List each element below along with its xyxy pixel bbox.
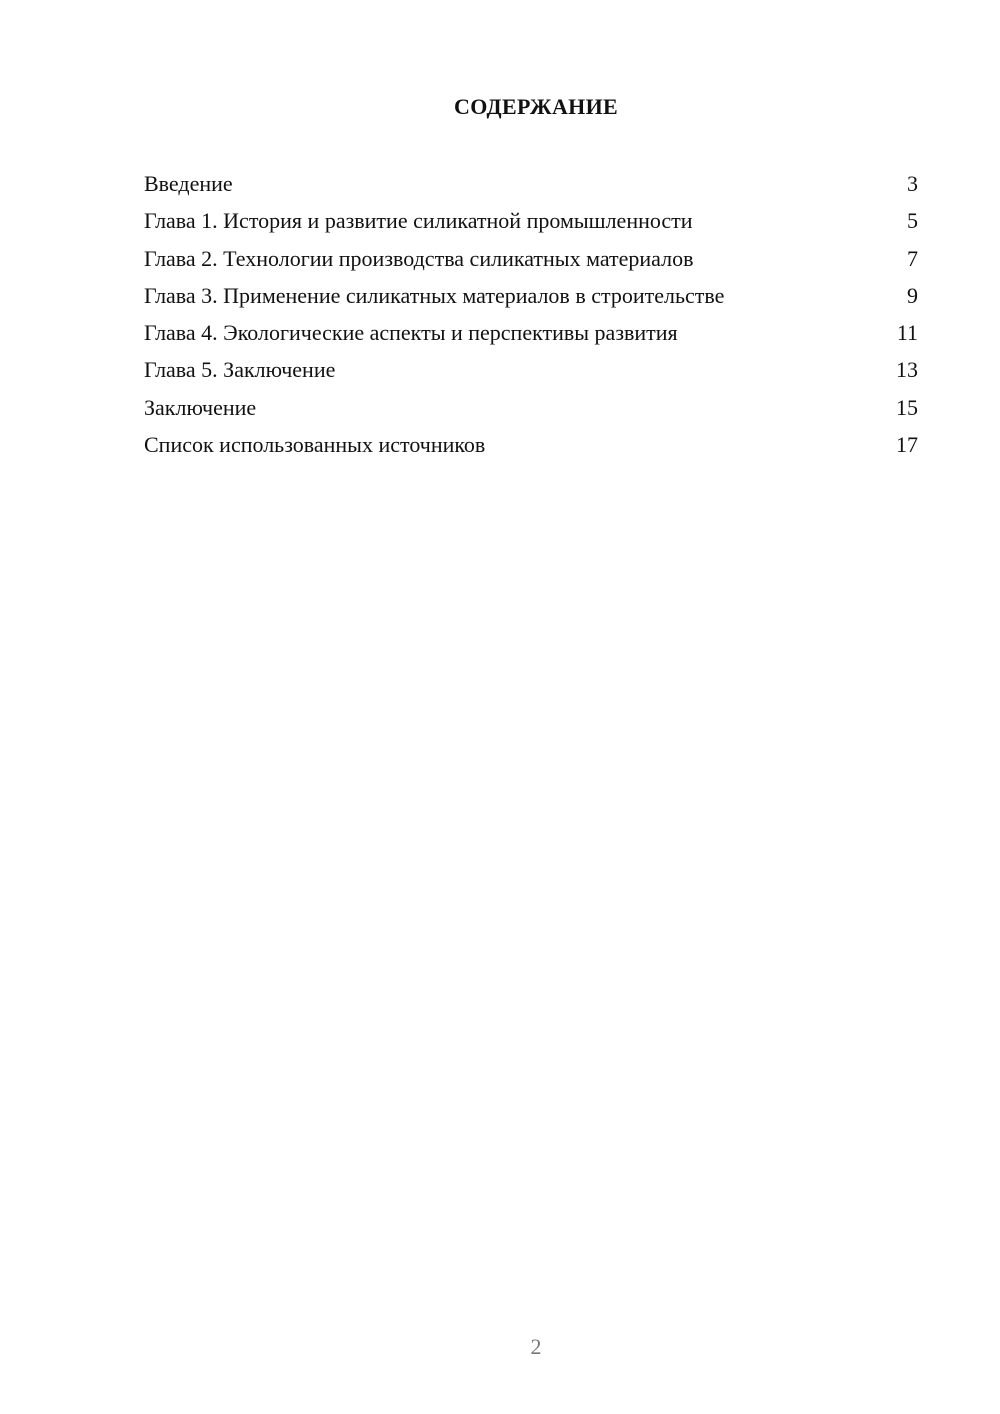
toc-entry-page: 3 — [907, 171, 918, 196]
toc-entry-label: Список использованных источников — [144, 432, 486, 458]
toc-entry-page: 17 — [896, 432, 918, 458]
page-number: 2 — [530, 1334, 542, 1359]
toc-entry-chapter-5 — [144, 356, 918, 393]
toc-entry-chapter-4 — [144, 319, 918, 356]
toc-entry-page: 7 — [907, 245, 918, 271]
page-title: СОДЕРЖАНИЕ — [454, 94, 618, 119]
toc-entry-page: 5 — [907, 208, 918, 234]
toc-entry-page: 9 — [907, 282, 918, 308]
toc-entry-chapter-2 — [144, 245, 918, 282]
table-of-contents — [144, 170, 918, 468]
toc-entry-label: Заключение — [144, 394, 257, 420]
toc-entry-chapter-1 — [144, 207, 918, 244]
toc-entry-label: Глава 1. История и развитие силикатной промышленности — [144, 208, 693, 234]
toc-entry-references — [144, 431, 918, 468]
toc-entry-chapter-3 — [144, 282, 918, 319]
toc-entry-page: 13 — [896, 357, 918, 383]
toc-entry-page: 15 — [896, 394, 918, 420]
toc-entry-conclusion — [144, 394, 918, 431]
toc-entry-label: Глава 2. Технологии производства силикатных материалов — [144, 245, 694, 271]
toc-entry-introduction — [144, 170, 918, 207]
toc-entry-label: Введение — [144, 171, 233, 196]
toc-entry-page: 11 — [896, 320, 918, 346]
toc-entry-label: Глава 3. Применение силикатных материалов в строительстве — [144, 282, 725, 308]
toc-entry-label: Глава 5. Заключение — [144, 357, 336, 383]
toc-entry-label: Глава 4. Экологические аспекты и перспективы развития — [144, 320, 678, 346]
